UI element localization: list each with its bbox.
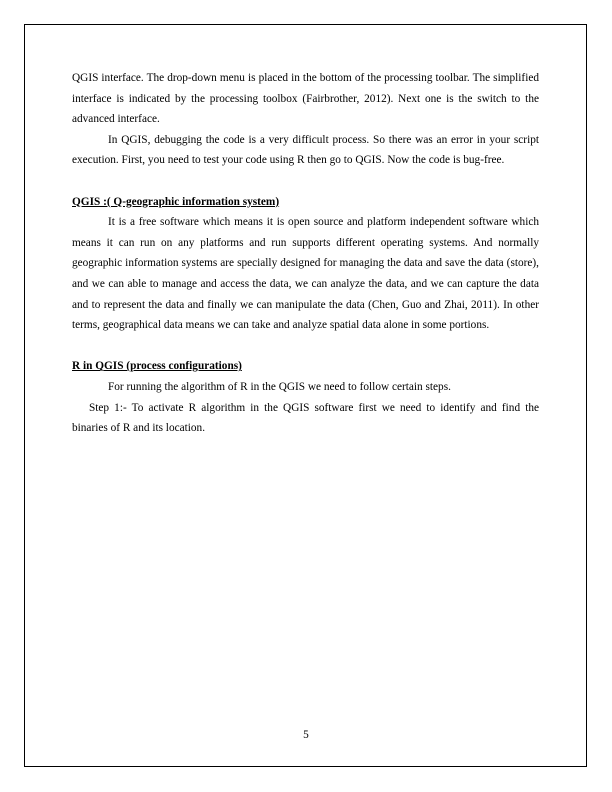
page-number: 5 <box>303 729 309 741</box>
paragraph-step-1: Step 1:- To activate R algorithm in the QGIS software first we need to identify and find the binaries of R and its location. <box>72 401 539 435</box>
paragraph-running-algorithm: For running the algorithm of R in the QGIS we need to follow certain steps. <box>108 380 451 393</box>
heading-qgis-definition: QGIS :( Q-geographic information system) <box>72 195 280 208</box>
spacer <box>72 171 539 192</box>
paragraph-debugging: In QGIS, debugging the code is a very difficult process. So there was an error in your script execution. First, you need to test your code using R then go to QGIS. Now the code is bug-free. <box>72 133 539 167</box>
paragraph-free-software: It is a free software which means it is open source and platform independent software which means it can run on any platforms and run supports different operating systems. And normally geographic information systems are specially designed for managing the data and save the data (store), and we can able to manage and access the data, we can analyze the data, and we can capture the data and to represent the data and finally we can manipulate the data (Chen, Guo and Zhai, 2011). In other terms, geographical data means we can take and analyze spatial data alone in some portions. <box>72 216 539 332</box>
heading-r-in-qgis: R in QGIS (process configurations) <box>72 360 242 373</box>
spacer <box>72 336 539 357</box>
document-body <box>72 68 539 439</box>
paragraph-qgis-interface: QGIS interface. The drop-down menu is placed in the bottom of the processing toolbar. The simplified interface is indicated by the processing toolbox (Fairbrother, 2012). Next one is the switch to the advanced interface. <box>72 72 539 126</box>
